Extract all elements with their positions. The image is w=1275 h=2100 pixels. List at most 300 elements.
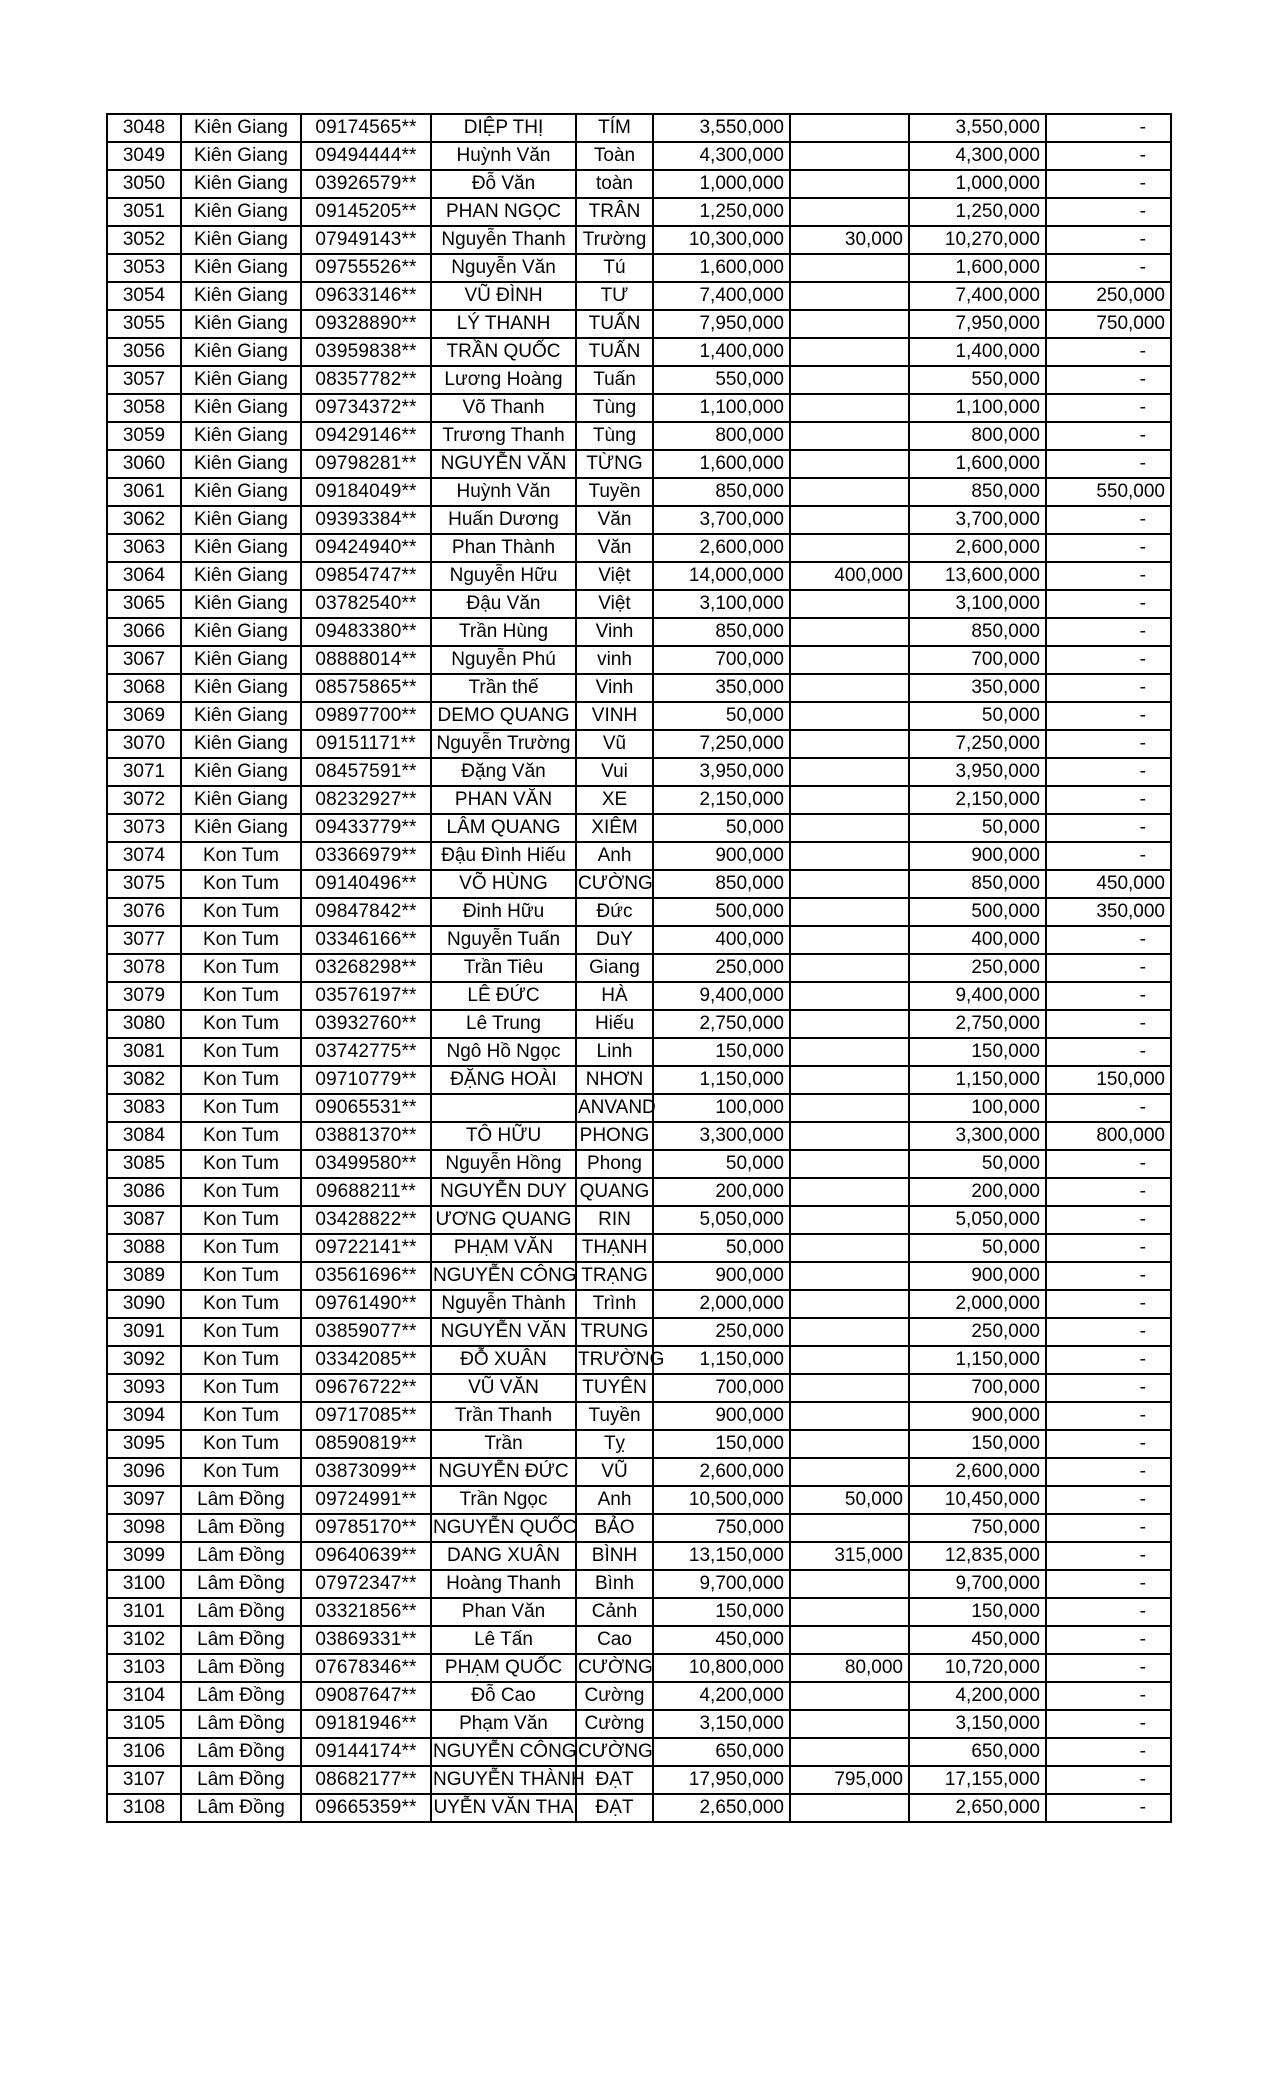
table-row bbox=[107, 1066, 1171, 1094]
phone-cell: 09145205** bbox=[301, 198, 431, 226]
row-number-cell: 3088 bbox=[107, 1234, 181, 1262]
province-cell: Kiên Giang bbox=[181, 590, 301, 618]
deduction-cell bbox=[790, 1374, 909, 1402]
net-amount-cell: 9,400,000 bbox=[909, 982, 1046, 1010]
phone-cell: 09722141** bbox=[301, 1234, 431, 1262]
phone-cell: 03366979** bbox=[301, 842, 431, 870]
surname-cell: Nguyễn Văn bbox=[431, 254, 576, 282]
extra-amount-cell: - bbox=[1046, 170, 1171, 198]
phone-cell: 09424940** bbox=[301, 534, 431, 562]
net-amount-cell: 5,050,000 bbox=[909, 1206, 1046, 1234]
province-cell: Kiên Giang bbox=[181, 702, 301, 730]
row-number-cell: 3075 bbox=[107, 870, 181, 898]
phone-cell: 09483380** bbox=[301, 618, 431, 646]
row-number-cell: 3099 bbox=[107, 1542, 181, 1570]
deduction-cell bbox=[790, 730, 909, 758]
net-amount-cell: 3,700,000 bbox=[909, 506, 1046, 534]
deduction-cell bbox=[790, 1150, 909, 1178]
province-cell: Lâm Đồng bbox=[181, 1794, 301, 1822]
deduction-cell: 80,000 bbox=[790, 1654, 909, 1682]
phone-cell: 08682177** bbox=[301, 1766, 431, 1794]
province-cell: Kon Tum bbox=[181, 1010, 301, 1038]
province-cell: Kiên Giang bbox=[181, 758, 301, 786]
net-amount-cell: 3,100,000 bbox=[909, 590, 1046, 618]
province-cell: Lâm Đồng bbox=[181, 1542, 301, 1570]
province-cell: Kiên Giang bbox=[181, 226, 301, 254]
deduction-cell bbox=[790, 1010, 909, 1038]
phone-cell: 09328890** bbox=[301, 310, 431, 338]
extra-amount-cell: - bbox=[1046, 842, 1171, 870]
amount-cell: 10,300,000 bbox=[653, 226, 790, 254]
phone-cell: 09847842** bbox=[301, 898, 431, 926]
surname-cell: Trần Ngọc bbox=[431, 1486, 576, 1514]
extra-amount-cell: - bbox=[1046, 562, 1171, 590]
surname-cell: NGUYỄN THÀNH bbox=[431, 1766, 576, 1794]
given-name-cell: Tuấn bbox=[576, 366, 653, 394]
given-name-cell: Phong bbox=[576, 1150, 653, 1178]
surname-cell: ĐỖ XUÂN bbox=[431, 1346, 576, 1374]
net-amount-cell: 3,300,000 bbox=[909, 1122, 1046, 1150]
surname-cell: Phan Văn bbox=[431, 1598, 576, 1626]
row-number-cell: 3108 bbox=[107, 1794, 181, 1822]
surname-cell: NGUYỄN DUY bbox=[431, 1178, 576, 1206]
province-cell: Lâm Đồng bbox=[181, 1654, 301, 1682]
surname-cell: Lê Tấn bbox=[431, 1626, 576, 1654]
extra-amount-cell: - bbox=[1046, 338, 1171, 366]
phone-cell: 08457591** bbox=[301, 758, 431, 786]
amount-cell: 850,000 bbox=[653, 618, 790, 646]
phone-cell: 03959838** bbox=[301, 338, 431, 366]
amount-cell: 100,000 bbox=[653, 1094, 790, 1122]
phone-cell: 09755526** bbox=[301, 254, 431, 282]
deduction-cell bbox=[790, 954, 909, 982]
extra-amount-cell: - bbox=[1046, 534, 1171, 562]
net-amount-cell: 9,700,000 bbox=[909, 1570, 1046, 1598]
row-number-cell: 3054 bbox=[107, 282, 181, 310]
given-name-cell: Việt bbox=[576, 590, 653, 618]
row-number-cell: 3056 bbox=[107, 338, 181, 366]
surname-cell: NGUYỄN CÔNG bbox=[431, 1262, 576, 1290]
surname-cell: VÕ HÙNG bbox=[431, 870, 576, 898]
given-name-cell: Việt bbox=[576, 562, 653, 590]
given-name-cell: Tùng bbox=[576, 422, 653, 450]
net-amount-cell: 150,000 bbox=[909, 1038, 1046, 1066]
row-number-cell: 3048 bbox=[107, 114, 181, 142]
table-row bbox=[107, 142, 1171, 170]
phone-cell: 09785170** bbox=[301, 1514, 431, 1542]
phone-cell: 03873099** bbox=[301, 1458, 431, 1486]
amount-cell: 2,750,000 bbox=[653, 1010, 790, 1038]
amount-cell: 4,200,000 bbox=[653, 1682, 790, 1710]
extra-amount-cell: - bbox=[1046, 1738, 1171, 1766]
amount-cell: 450,000 bbox=[653, 1626, 790, 1654]
extra-amount-cell: - bbox=[1046, 1038, 1171, 1066]
surname-cell: VŨ VĂN bbox=[431, 1374, 576, 1402]
province-cell: Kiên Giang bbox=[181, 338, 301, 366]
given-name-cell: Anh bbox=[576, 842, 653, 870]
given-name-cell: TUẤN bbox=[576, 310, 653, 338]
deduction-cell bbox=[790, 1262, 909, 1290]
deduction-cell bbox=[790, 1458, 909, 1486]
province-cell: Lâm Đồng bbox=[181, 1710, 301, 1738]
phone-cell: 09181946** bbox=[301, 1710, 431, 1738]
surname-cell: Đậu Đình Hiếu bbox=[431, 842, 576, 870]
row-number-cell: 3097 bbox=[107, 1486, 181, 1514]
extra-amount-cell: - bbox=[1046, 1402, 1171, 1430]
row-number-cell: 3052 bbox=[107, 226, 181, 254]
extra-amount-cell: - bbox=[1046, 1290, 1171, 1318]
table-row bbox=[107, 1402, 1171, 1430]
extra-amount-cell: - bbox=[1046, 1430, 1171, 1458]
amount-cell: 700,000 bbox=[653, 1374, 790, 1402]
row-number-cell: 3066 bbox=[107, 618, 181, 646]
province-cell: Kiên Giang bbox=[181, 170, 301, 198]
phone-cell: 08575865** bbox=[301, 674, 431, 702]
row-number-cell: 3085 bbox=[107, 1150, 181, 1178]
deduction-cell bbox=[790, 366, 909, 394]
province-cell: Kiên Giang bbox=[181, 646, 301, 674]
province-cell: Kon Tum bbox=[181, 1150, 301, 1178]
phone-cell: 09174565** bbox=[301, 114, 431, 142]
row-number-cell: 3089 bbox=[107, 1262, 181, 1290]
province-cell: Kon Tum bbox=[181, 1402, 301, 1430]
row-number-cell: 3098 bbox=[107, 1514, 181, 1542]
given-name-cell: Vinh bbox=[576, 674, 653, 702]
amount-cell: 3,700,000 bbox=[653, 506, 790, 534]
amount-cell: 10,800,000 bbox=[653, 1654, 790, 1682]
given-name-cell: TUẤN bbox=[576, 338, 653, 366]
row-number-cell: 3102 bbox=[107, 1626, 181, 1654]
row-number-cell: 3106 bbox=[107, 1738, 181, 1766]
phone-cell: 07972347** bbox=[301, 1570, 431, 1598]
surname-cell: Nguyễn Trường bbox=[431, 730, 576, 758]
table-row bbox=[107, 1738, 1171, 1766]
table-row bbox=[107, 1206, 1171, 1234]
province-cell: Kiên Giang bbox=[181, 730, 301, 758]
net-amount-cell: 150,000 bbox=[909, 1430, 1046, 1458]
given-name-cell: Tùng bbox=[576, 394, 653, 422]
province-cell: Kiên Giang bbox=[181, 142, 301, 170]
extra-amount-cell: - bbox=[1046, 730, 1171, 758]
surname-cell: Lương Hoàng bbox=[431, 366, 576, 394]
deduction-cell bbox=[790, 1570, 909, 1598]
province-cell: Kon Tum bbox=[181, 1234, 301, 1262]
extra-amount-cell: - bbox=[1046, 254, 1171, 282]
extra-amount-cell: 800,000 bbox=[1046, 1122, 1171, 1150]
given-name-cell: BẢO bbox=[576, 1514, 653, 1542]
phone-cell: 07949143** bbox=[301, 226, 431, 254]
net-amount-cell: 4,200,000 bbox=[909, 1682, 1046, 1710]
row-number-cell: 3079 bbox=[107, 982, 181, 1010]
extra-amount-cell: - bbox=[1046, 1374, 1171, 1402]
table-row bbox=[107, 786, 1171, 814]
net-amount-cell: 12,835,000 bbox=[909, 1542, 1046, 1570]
amount-cell: 150,000 bbox=[653, 1038, 790, 1066]
surname-cell: Nguyễn Thanh bbox=[431, 226, 576, 254]
surname-cell: Đinh Hữu bbox=[431, 898, 576, 926]
surname-cell: Lê Trung bbox=[431, 1010, 576, 1038]
deduction-cell: 50,000 bbox=[790, 1486, 909, 1514]
given-name-cell: Văn bbox=[576, 534, 653, 562]
province-cell: Lâm Đồng bbox=[181, 1738, 301, 1766]
net-amount-cell: 1,100,000 bbox=[909, 394, 1046, 422]
province-cell: Kiên Giang bbox=[181, 534, 301, 562]
net-amount-cell: 850,000 bbox=[909, 618, 1046, 646]
phone-cell: 03742775** bbox=[301, 1038, 431, 1066]
phone-cell: 09854747** bbox=[301, 562, 431, 590]
phone-cell: 09184049** bbox=[301, 478, 431, 506]
surname-cell: NGUYỄN VĂN bbox=[431, 450, 576, 478]
row-number-cell: 3084 bbox=[107, 1122, 181, 1150]
extra-amount-cell: - bbox=[1046, 1514, 1171, 1542]
given-name-cell: Giang bbox=[576, 954, 653, 982]
row-number-cell: 3077 bbox=[107, 926, 181, 954]
amount-cell: 750,000 bbox=[653, 1514, 790, 1542]
table-row bbox=[107, 730, 1171, 758]
phone-cell: 09087647** bbox=[301, 1682, 431, 1710]
row-number-cell: 3061 bbox=[107, 478, 181, 506]
table-row bbox=[107, 758, 1171, 786]
deduction-cell: 400,000 bbox=[790, 562, 909, 590]
row-number-cell: 3067 bbox=[107, 646, 181, 674]
amount-cell: 3,950,000 bbox=[653, 758, 790, 786]
deduction-cell bbox=[790, 758, 909, 786]
extra-amount-cell: - bbox=[1046, 1626, 1171, 1654]
extra-amount-cell: - bbox=[1046, 758, 1171, 786]
surname-cell: Đậu Văn bbox=[431, 590, 576, 618]
row-number-cell: 3093 bbox=[107, 1374, 181, 1402]
surname-cell: TRẦN QUỐC bbox=[431, 338, 576, 366]
province-cell: Kon Tum bbox=[181, 1178, 301, 1206]
extra-amount-cell: - bbox=[1046, 786, 1171, 814]
row-number-cell: 3103 bbox=[107, 1654, 181, 1682]
net-amount-cell: 1,600,000 bbox=[909, 450, 1046, 478]
given-name-cell: TRUNG bbox=[576, 1318, 653, 1346]
deduction-cell bbox=[790, 1318, 909, 1346]
deduction-cell bbox=[790, 198, 909, 226]
net-amount-cell: 2,150,000 bbox=[909, 786, 1046, 814]
net-amount-cell: 400,000 bbox=[909, 926, 1046, 954]
amount-cell: 1,000,000 bbox=[653, 170, 790, 198]
net-amount-cell: 700,000 bbox=[909, 646, 1046, 674]
surname-cell: Trần Thanh bbox=[431, 1402, 576, 1430]
phone-cell: 09393384** bbox=[301, 506, 431, 534]
table-row bbox=[107, 1682, 1171, 1710]
deduction-cell bbox=[790, 1094, 909, 1122]
extra-amount-cell: - bbox=[1046, 674, 1171, 702]
deduction-cell bbox=[790, 590, 909, 618]
row-number-cell: 3055 bbox=[107, 310, 181, 338]
phone-cell: 03342085** bbox=[301, 1346, 431, 1374]
amount-cell: 2,650,000 bbox=[653, 1794, 790, 1822]
table-row bbox=[107, 1430, 1171, 1458]
surname-cell: Trương Thanh bbox=[431, 422, 576, 450]
net-amount-cell: 3,550,000 bbox=[909, 114, 1046, 142]
province-cell: Kon Tum bbox=[181, 1066, 301, 1094]
row-number-cell: 3095 bbox=[107, 1430, 181, 1458]
amount-cell: 850,000 bbox=[653, 870, 790, 898]
given-name-cell: Bình bbox=[576, 1570, 653, 1598]
table-row bbox=[107, 1570, 1171, 1598]
net-amount-cell: 900,000 bbox=[909, 842, 1046, 870]
surname-cell: UYỄN VĂN THA bbox=[431, 1794, 576, 1822]
table-row bbox=[107, 170, 1171, 198]
phone-cell: 09665359** bbox=[301, 1794, 431, 1822]
amount-cell: 900,000 bbox=[653, 1262, 790, 1290]
surname-cell: LÝ THANH bbox=[431, 310, 576, 338]
row-number-cell: 3062 bbox=[107, 506, 181, 534]
province-cell: Kiên Giang bbox=[181, 814, 301, 842]
deduction-cell bbox=[790, 478, 909, 506]
given-name-cell: RIN bbox=[576, 1206, 653, 1234]
row-number-cell: 3064 bbox=[107, 562, 181, 590]
table-row bbox=[107, 478, 1171, 506]
row-number-cell: 3105 bbox=[107, 1710, 181, 1738]
province-cell: Kiên Giang bbox=[181, 786, 301, 814]
given-name-cell: TRÂN bbox=[576, 198, 653, 226]
row-number-cell: 3063 bbox=[107, 534, 181, 562]
phone-cell: 09640639** bbox=[301, 1542, 431, 1570]
amount-cell: 3,100,000 bbox=[653, 590, 790, 618]
amount-cell: 3,150,000 bbox=[653, 1710, 790, 1738]
table-row bbox=[107, 646, 1171, 674]
amount-cell: 10,500,000 bbox=[653, 1486, 790, 1514]
deduction-cell bbox=[790, 1066, 909, 1094]
net-amount-cell: 2,650,000 bbox=[909, 1794, 1046, 1822]
table-row bbox=[107, 1234, 1171, 1262]
extra-amount-cell: - bbox=[1046, 1598, 1171, 1626]
province-cell: Kon Tum bbox=[181, 1122, 301, 1150]
amount-cell: 1,150,000 bbox=[653, 1066, 790, 1094]
surname-cell: Nguyễn Tuấn bbox=[431, 926, 576, 954]
net-amount-cell: 250,000 bbox=[909, 954, 1046, 982]
deduction-cell bbox=[790, 338, 909, 366]
row-number-cell: 3074 bbox=[107, 842, 181, 870]
extra-amount-cell: - bbox=[1046, 702, 1171, 730]
surname-cell: Huỳnh Văn bbox=[431, 478, 576, 506]
table-row bbox=[107, 674, 1171, 702]
extra-amount-cell: - bbox=[1046, 1654, 1171, 1682]
data-table bbox=[106, 113, 1172, 1823]
table-row bbox=[107, 590, 1171, 618]
table-row bbox=[107, 226, 1171, 254]
province-cell: Kiên Giang bbox=[181, 478, 301, 506]
phone-cell: 09761490** bbox=[301, 1290, 431, 1318]
given-name-cell: CƯỜNG bbox=[576, 1738, 653, 1766]
extra-amount-cell: - bbox=[1046, 646, 1171, 674]
extra-amount-cell: - bbox=[1046, 1766, 1171, 1794]
phone-cell: 09433779** bbox=[301, 814, 431, 842]
table-row bbox=[107, 1178, 1171, 1206]
province-cell: Kon Tum bbox=[181, 1458, 301, 1486]
phone-cell: 03346166** bbox=[301, 926, 431, 954]
net-amount-cell: 50,000 bbox=[909, 814, 1046, 842]
province-cell: Kiên Giang bbox=[181, 254, 301, 282]
province-cell: Kiên Giang bbox=[181, 310, 301, 338]
amount-cell: 50,000 bbox=[653, 1234, 790, 1262]
row-number-cell: 3101 bbox=[107, 1598, 181, 1626]
given-name-cell: BÌNH bbox=[576, 1542, 653, 1570]
given-name-cell: XE bbox=[576, 786, 653, 814]
deduction-cell bbox=[790, 282, 909, 310]
phone-cell: 09144174** bbox=[301, 1738, 431, 1766]
amount-cell: 400,000 bbox=[653, 926, 790, 954]
given-name-cell: Tuyền bbox=[576, 478, 653, 506]
net-amount-cell: 900,000 bbox=[909, 1262, 1046, 1290]
given-name-cell: Vũ bbox=[576, 730, 653, 758]
extra-amount-cell: - bbox=[1046, 450, 1171, 478]
phone-cell: 03561696** bbox=[301, 1262, 431, 1290]
row-number-cell: 3059 bbox=[107, 422, 181, 450]
table-row bbox=[107, 1346, 1171, 1374]
surname-cell: PHẠM VĂN bbox=[431, 1234, 576, 1262]
province-cell: Kiên Giang bbox=[181, 114, 301, 142]
given-name-cell: TRẠNG bbox=[576, 1262, 653, 1290]
amount-cell: 800,000 bbox=[653, 422, 790, 450]
table-row bbox=[107, 338, 1171, 366]
phone-cell: 09065531** bbox=[301, 1094, 431, 1122]
amount-cell: 17,950,000 bbox=[653, 1766, 790, 1794]
surname-cell: Võ Thanh bbox=[431, 394, 576, 422]
row-number-cell: 3096 bbox=[107, 1458, 181, 1486]
net-amount-cell: 2,600,000 bbox=[909, 1458, 1046, 1486]
surname-cell: Ngô Hồ Ngọc bbox=[431, 1038, 576, 1066]
province-cell: Kiên Giang bbox=[181, 394, 301, 422]
net-amount-cell: 7,950,000 bbox=[909, 310, 1046, 338]
row-number-cell: 3078 bbox=[107, 954, 181, 982]
surname-cell: Đặng Văn bbox=[431, 758, 576, 786]
table-row bbox=[107, 422, 1171, 450]
given-name-cell: TRƯỜNG bbox=[576, 1346, 653, 1374]
extra-amount-cell: - bbox=[1046, 1458, 1171, 1486]
given-name-cell: PHONG bbox=[576, 1122, 653, 1150]
province-cell: Kon Tum bbox=[181, 1430, 301, 1458]
deduction-cell bbox=[790, 422, 909, 450]
surname-cell: Đỗ Văn bbox=[431, 170, 576, 198]
table-row bbox=[107, 366, 1171, 394]
deduction-cell: 795,000 bbox=[790, 1766, 909, 1794]
net-amount-cell: 3,950,000 bbox=[909, 758, 1046, 786]
amount-cell: 2,600,000 bbox=[653, 534, 790, 562]
extra-amount-cell: - bbox=[1046, 1010, 1171, 1038]
extra-amount-cell: - bbox=[1046, 1318, 1171, 1346]
amount-cell: 500,000 bbox=[653, 898, 790, 926]
given-name-cell: Vui bbox=[576, 758, 653, 786]
table-row bbox=[107, 618, 1171, 646]
surname-cell: Trần bbox=[431, 1430, 576, 1458]
given-name-cell: Cường bbox=[576, 1710, 653, 1738]
surname-cell: TÔ HỮU bbox=[431, 1122, 576, 1150]
table-row bbox=[107, 1486, 1171, 1514]
amount-cell: 14,000,000 bbox=[653, 562, 790, 590]
table-row bbox=[107, 254, 1171, 282]
phone-cell: 09734372** bbox=[301, 394, 431, 422]
extra-amount-cell: - bbox=[1046, 366, 1171, 394]
amount-cell: 3,550,000 bbox=[653, 114, 790, 142]
given-name-cell: NHƠN bbox=[576, 1066, 653, 1094]
deduction-cell bbox=[790, 898, 909, 926]
amount-cell: 550,000 bbox=[653, 366, 790, 394]
extra-amount-cell: - bbox=[1046, 1682, 1171, 1710]
province-cell: Kiên Giang bbox=[181, 506, 301, 534]
row-number-cell: 3072 bbox=[107, 786, 181, 814]
deduction-cell bbox=[790, 982, 909, 1010]
province-cell: Kon Tum bbox=[181, 1094, 301, 1122]
province-cell: Kon Tum bbox=[181, 1374, 301, 1402]
amount-cell: 7,950,000 bbox=[653, 310, 790, 338]
given-name-cell: CƯỜNG bbox=[576, 870, 653, 898]
table-row bbox=[107, 534, 1171, 562]
